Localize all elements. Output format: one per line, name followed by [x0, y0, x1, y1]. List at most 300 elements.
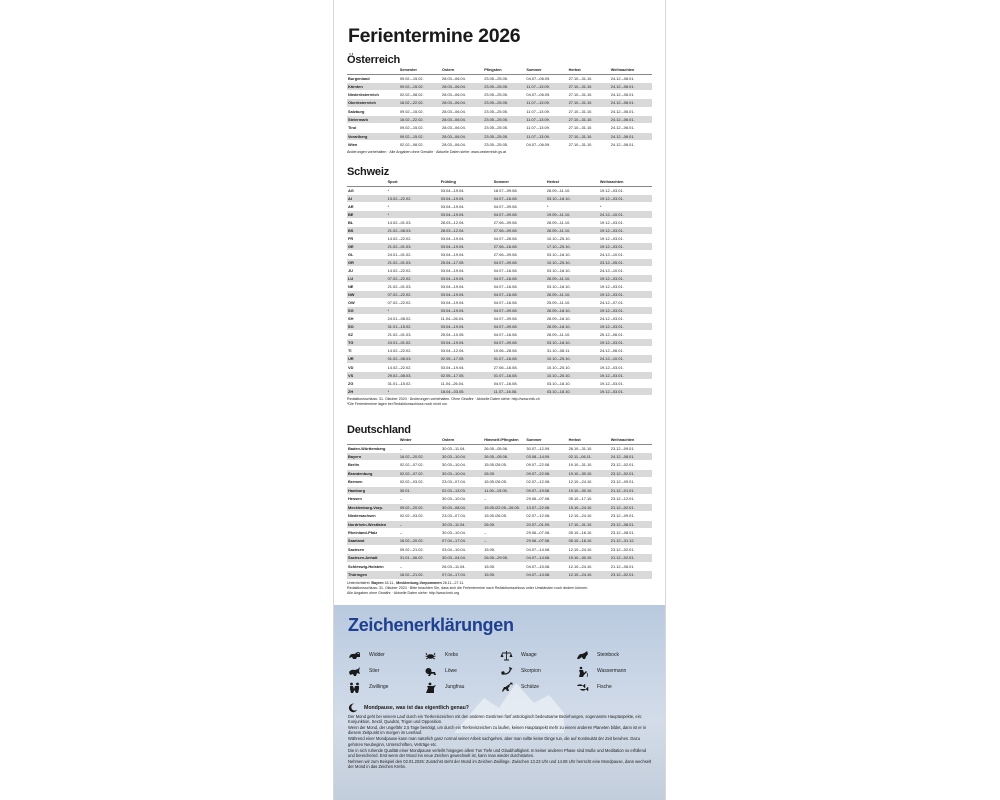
date-cell: 12.10.–24.10. [568, 512, 610, 520]
date-cell: 28.03.–06.04. [441, 99, 483, 107]
date-cell: 11.07.–13.09. [525, 107, 567, 115]
date-cell: 04.07.–16.08. [493, 331, 546, 339]
date-cell: 24.12.–06.01. [610, 132, 652, 140]
region-name: Bremen [347, 478, 399, 486]
table-row [347, 266, 652, 274]
zodiac-name: Steinbock [597, 652, 619, 658]
date-cell: 03.04.–19.04. [440, 250, 493, 258]
region-name: Bayern [347, 452, 399, 460]
date-cell: 28.03.–06.04. [441, 140, 483, 148]
table-row [347, 299, 652, 307]
page-title: Ferientermine 2026 [348, 25, 521, 47]
table-row [347, 461, 652, 469]
date-cell: 26.05.–29.05. [483, 554, 525, 562]
region-name: Schleswig-Holstein [347, 562, 399, 570]
region-name: Niederösterreich [347, 91, 399, 99]
date-cell: 04.07.–09.08. [493, 210, 546, 218]
moon-pause-paragraph: Der Mond geht bei seinem Lauf durch ein Tierkreiszeichen mit den anderen Gestirnen fünf astrologisch bedeutsame Beziehungen, sogenannte Hauptaspekte, ein: Konjunktion, Sextil, Quadrat, Trigon und Opposition. [348, 714, 643, 725]
date-cell: 19.10.–30.10. [568, 486, 610, 494]
date-cell: 23.03.–07.04. [441, 478, 483, 486]
date-cell: 30.03.–08.04. [441, 503, 483, 511]
date-cell: 04.07.–16.08. [493, 275, 546, 283]
date-cell: 28.03.–06.04. [441, 74, 483, 82]
date-cell: 07.04.–17.04. [441, 537, 483, 545]
date-cell: 03.04.–19.04. [440, 186, 493, 194]
date-cell: 30.03.–11.04. [441, 520, 483, 528]
date-cell: 12.10.–24.10. [568, 545, 610, 553]
region-name: Berlin [347, 461, 399, 469]
zodiac-item [576, 647, 652, 663]
date-cell: 15.10.–24.10. [568, 503, 610, 511]
date-cell: 28.03.–06.04. [441, 107, 483, 115]
date-cell: 05.10.–16.10. [568, 537, 610, 545]
region-name: Kärnten [347, 82, 399, 90]
date-cell: 15.05. [483, 571, 525, 579]
date-cell: 26.05. [483, 520, 525, 528]
region-name: ZG [347, 379, 387, 387]
region-name: LU [347, 275, 387, 283]
date-cell: 23.12.–09.01. [610, 478, 652, 486]
zodiac-name: Krebs [445, 652, 459, 658]
moon-pause-paragraph: Während einer Mondpause kann man natürlich ganz normal seiner Arbeit nachgehen, aber man sollte keine Dinge tun, die auf Kontinuität der Zeit beruhen. Dazu gehören Neubeginn, Unterschriften, Verträge etc. [348, 736, 640, 747]
date-cell: 19.12.–03.01. [599, 291, 652, 299]
date-cell: 03.10.–18.10. [546, 283, 599, 291]
date-cell: 11.07.–16.08. [493, 387, 546, 395]
region-name: FR [347, 234, 387, 242]
region-name: GE [347, 242, 387, 250]
region-name: Rheinland-Pfalz [347, 529, 399, 537]
austria-column-header: Ostern [441, 67, 483, 74]
germany-note-3: Alle Angaben ohne Gewähr · Aktuelle Daten siehe: http://www.kmk.org [347, 590, 460, 595]
austria-column-header: Herbst [568, 67, 610, 74]
date-cell: 23.03.–07.04. [441, 512, 483, 520]
date-cell: 04.07.–09.08. [493, 202, 546, 210]
date-cell: 27.10.–31.10. [568, 74, 610, 82]
germany-header-row [347, 437, 652, 444]
date-cell: 04.07.–09.08. [493, 339, 546, 347]
date-cell: 24.12.–06.01. [610, 82, 652, 90]
date-cell: 14.02.–22.02. [387, 266, 440, 274]
date-cell: 27.10.–31.10. [568, 140, 610, 148]
germany-note-2: Redaktionsschluss: 31. Oktober 2024 · Bitte beachten Sie, dass sich die Ferientermine nach Redaktionsschluss unter Umständen noch ändern können. [347, 585, 589, 590]
date-cell: 30.03.–10.04. [441, 495, 483, 503]
date-cell: 27.10.–31.10. [568, 91, 610, 99]
germany-column-header: Winter [399, 437, 441, 444]
date-cell: 05.10.–16.10. [568, 529, 610, 537]
date-cell: 23.12.–02.01. [610, 545, 652, 553]
table-row [347, 226, 652, 234]
austria-note: Änderungen vorbehalten · Alle Angaben ohne Gewähr · Aktuelle Daten siehe: www.oesterreich.gv.at [347, 150, 506, 155]
date-cell: * [546, 202, 599, 210]
date-cell: 21.02.–01.03. [387, 283, 440, 291]
region-name: AR [347, 202, 387, 210]
date-cell: 18.04.–03.05. [440, 387, 493, 395]
region-name: BL [347, 218, 387, 226]
zodiac-name: Zwillinge [369, 684, 389, 690]
date-cell: 09.02.–20.02. [399, 503, 441, 511]
date-cell: 02.03.–13.03. [441, 486, 483, 494]
date-cell: 03.04.–19.04. [440, 299, 493, 307]
date-cell: 19.12.–03.01. [599, 339, 652, 347]
date-cell: – [399, 520, 441, 528]
table-row [347, 250, 652, 258]
zodiac-name: Löwe [445, 668, 457, 674]
date-cell: 04.07.–16.08. [493, 299, 546, 307]
date-cell: 03.10.–18.10. [546, 379, 599, 387]
date-cell: 30.03.–04.04. [441, 554, 483, 562]
date-cell: 04.07.–06.09. [525, 91, 567, 99]
date-cell: 23.12.–06.01. [610, 520, 652, 528]
date-cell: 02.07.–12.08. [525, 478, 567, 486]
date-cell: 04.07.–09.08. [493, 307, 546, 315]
date-cell: 07.02.–22.02. [387, 291, 440, 299]
table-row [347, 275, 652, 283]
table-row [347, 91, 652, 99]
date-cell: 26.05.–05.06. [483, 452, 525, 460]
region-name: Wien [347, 140, 399, 148]
date-cell: 28.03.–06.04. [441, 115, 483, 123]
date-cell: 02.02.–07.02. [399, 461, 441, 469]
date-cell: 24.12.–03.01. [599, 315, 652, 323]
austria-column-header: Pfingsten [483, 67, 525, 74]
region-name: Sachsen-Anhalt [347, 554, 399, 562]
table-row [347, 218, 652, 226]
switzerland-title: Schweiz [347, 166, 390, 178]
date-cell: 26.09.–11.10. [546, 186, 599, 194]
region-name: Tirol [347, 124, 399, 132]
date-cell: 19.12.–03.01. [599, 387, 652, 395]
date-cell: * [387, 387, 440, 395]
date-cell: 02.02.–03.02. [399, 478, 441, 486]
region-name: GL [347, 250, 387, 258]
date-cell: 02.02.–03.02. [399, 512, 441, 520]
calendar-sheet [333, 0, 666, 800]
date-cell: 24.12.–06.01. [610, 115, 652, 123]
switzerland-table [347, 179, 652, 396]
date-cell: – [399, 562, 441, 570]
date-cell: 03.04.–19.04. [440, 323, 493, 331]
date-cell: 10.10.–25.10. [546, 363, 599, 371]
date-cell: 24.12.–06.01. [610, 99, 652, 107]
date-cell: 11.04.–26.04. [440, 379, 493, 387]
zodiac-name: Widder [369, 652, 385, 658]
date-cell: 24.12.–07.01. [599, 299, 652, 307]
date-cell: 27.10.–31.10. [568, 115, 610, 123]
table-row [347, 202, 652, 210]
date-cell: 26.09.–18.10. [546, 315, 599, 323]
date-cell: 03.08.–14.09. [525, 452, 567, 460]
date-cell: 03.04.–19.04. [440, 307, 493, 315]
date-cell: 10.06.–28.08. [493, 347, 546, 355]
switzerland-column-header: Frühling [440, 179, 493, 186]
date-cell: 24.12.–10.01. [599, 355, 652, 363]
zodiac-name: Stier [369, 668, 380, 674]
date-cell: 25.04.–10.05. [440, 331, 493, 339]
table-row [347, 283, 652, 291]
date-cell: 03.04.–19.04. [440, 194, 493, 202]
date-cell: 03.04.–19.04. [440, 202, 493, 210]
date-cell: 27.06.–16.08. [493, 363, 546, 371]
date-cell: * [387, 307, 440, 315]
table-row [347, 82, 652, 90]
zodiac-row [348, 663, 652, 679]
date-cell: 21.02.–01.03. [387, 331, 440, 339]
region-name: TI [347, 347, 387, 355]
date-cell: 26.09.–18.10. [546, 323, 599, 331]
region-name: VD [347, 363, 387, 371]
region-name: BS [347, 226, 387, 234]
switzerland-note-2: *Die Ferientermine lagen bei Redaktionsschluss noch nicht vor. [347, 401, 448, 406]
date-cell: 30.07.–12.09. [525, 444, 567, 452]
date-cell: 04.07.–06.09. [525, 140, 567, 148]
table-row [347, 339, 652, 347]
date-cell: 15.05./26.05. [483, 461, 525, 469]
austria-column-header [347, 67, 399, 74]
date-cell: 21.02.–01.03. [387, 258, 440, 266]
region-name: Salzburg [347, 107, 399, 115]
germany-note-1: Unterrichtsfrei: Bayern 18.11., Mecklenburg-Vorpommern 26.11.–27.11. [347, 580, 465, 585]
date-cell: 02.05.–17.05. [440, 371, 493, 379]
date-cell: 02.02.–08.02. [399, 91, 441, 99]
date-cell: 18.07.–09.08. [493, 186, 546, 194]
germany-column-header: Himmelf./Pfingsten [483, 437, 525, 444]
date-cell: 28.03.–06.04. [441, 82, 483, 90]
date-cell: 03.04.–19.04. [440, 234, 493, 242]
date-cell: 26.09.–18.10. [546, 307, 599, 315]
table-row [347, 331, 652, 339]
date-cell: 24.01.–01.02. [387, 250, 440, 258]
date-cell: 26.05.–05.06. [483, 444, 525, 452]
zodiac-item [424, 663, 500, 679]
date-cell: 30.03.–10.04. [441, 469, 483, 477]
zodiac-grid [348, 647, 652, 695]
date-cell: 25.04.–17.05. [440, 258, 493, 266]
table-row [347, 562, 652, 570]
date-cell: 01.07.–16.08. [493, 371, 546, 379]
date-cell: 28.03.–12.04. [440, 218, 493, 226]
moon-pause-block [348, 702, 652, 770]
fish-icon [576, 682, 589, 693]
date-cell: – [483, 529, 525, 537]
germany-column-header: Sommer [525, 437, 567, 444]
date-cell: 28.03.–06.04. [441, 91, 483, 99]
zodiac-item [348, 663, 424, 679]
table-row [347, 554, 652, 562]
legend-panel [334, 605, 665, 800]
region-name: Sachsen [347, 545, 399, 553]
twins-icon [348, 682, 361, 693]
date-cell: 16.02.–22.02. [399, 99, 441, 107]
date-cell: 25.12.–06.01. [599, 331, 652, 339]
date-cell: 29.02.–08.03. [387, 371, 440, 379]
zodiac-item [348, 679, 424, 695]
date-cell: 19.12.–03.01. [599, 371, 652, 379]
date-cell: 25.09.–11.10. [546, 299, 599, 307]
bull-icon [348, 666, 361, 677]
table-row [347, 478, 652, 486]
region-name: Hessen [347, 495, 399, 503]
region-name: Saarland [347, 537, 399, 545]
date-cell: – [399, 444, 441, 452]
table-row [347, 99, 652, 107]
switzerland-column-header: Sommer [493, 179, 546, 186]
date-cell: 30.03.–10.04. [441, 461, 483, 469]
table-row [347, 124, 652, 132]
region-name: Hamburg [347, 486, 399, 494]
table-row [347, 315, 652, 323]
date-cell: 21.12.–02.01. [610, 554, 652, 562]
date-cell: 01.02.–08.03. [387, 355, 440, 363]
table-row [347, 512, 652, 520]
table-row [347, 379, 652, 387]
table-row [347, 545, 652, 553]
date-cell: 19.10.–30.10. [568, 554, 610, 562]
table-row [347, 242, 652, 250]
date-cell: 26.09.–11.10. [546, 226, 599, 234]
region-name: ZH [347, 387, 387, 395]
date-cell: 23.12.–08.01. [610, 529, 652, 537]
date-cell: 07.02.–22.02. [387, 299, 440, 307]
date-cell: 19.12.–03.01. [599, 194, 652, 202]
date-cell: 09.07.–22.08. [525, 461, 567, 469]
moon-pause-icon [348, 703, 358, 713]
table-row [347, 503, 652, 511]
date-cell: 24.01.–01.02. [387, 339, 440, 347]
austria-header-row [347, 67, 652, 74]
date-cell: 19.12.–03.01. [599, 218, 652, 226]
table-row [347, 132, 652, 140]
zodiac-item [424, 679, 500, 695]
date-cell: 11.04.–26.04. [440, 315, 493, 323]
date-cell: 28.03.–12.04. [440, 226, 493, 234]
table-row [347, 140, 652, 148]
date-cell: 03.04.–19.04. [440, 283, 493, 291]
date-cell: 09.02.–15.02. [399, 74, 441, 82]
germany-column-header: Herbst [568, 437, 610, 444]
date-cell: 23.05.–25.05. [483, 91, 525, 99]
date-cell: 31.01.–06.02. [399, 554, 441, 562]
moon-pause-paragraph: Nehmen wir zum Beispiel den 02.01.2026: Zunächst steht der Mond im Zeichen Zwillinge. Zwischen 13.23 Uhr und 14.08 Uhr herrscht eine Mondpause, dann wechselt der Mond in das Zeichen Krebs. [348, 758, 652, 770]
date-cell: 04.07.–14.08. [525, 545, 567, 553]
date-cell: 11.07.–13.09. [525, 115, 567, 123]
zodiac-name: Jungfrau [445, 684, 465, 690]
date-cell: 27.10.–31.10. [568, 132, 610, 140]
date-cell: 03.04.–12.04. [440, 347, 493, 355]
region-name: SZ [347, 331, 387, 339]
date-cell: 31.10.–08.11. [546, 347, 599, 355]
date-cell: 03.10.–18.10. [546, 387, 599, 395]
date-cell: 16.02.–22.02. [399, 115, 441, 123]
date-cell: 09.02.–15.02. [399, 132, 441, 140]
region-name: Mecklenburg-Vorp. [347, 503, 399, 511]
date-cell: 19.12.–03.01. [599, 275, 652, 283]
date-cell: 02.07.–12.08. [525, 512, 567, 520]
date-cell: 27.10.–31.10. [568, 99, 610, 107]
germany-title: Deutschland [347, 424, 411, 436]
region-name: Niedersachsen [347, 512, 399, 520]
date-cell: 24.12.–06.01. [610, 107, 652, 115]
date-cell: 04.07.–16.08. [493, 291, 546, 299]
date-cell: 03.10.–18.10. [546, 339, 599, 347]
table-row [347, 234, 652, 242]
switzerland-note: Redaktionsschluss: 31. Oktober 2024 · Änderungen vorbehalten. Ohne Gewähr · Aktuelle Daten siehe: http://www.edk.ch [347, 396, 540, 401]
date-cell: 27.10.–31.10. [568, 124, 610, 132]
region-name: AG [347, 186, 387, 194]
date-cell: 26.09.–11.10. [546, 331, 599, 339]
date-cell: 28.03.–06.04. [441, 132, 483, 140]
table-row [347, 323, 652, 331]
date-cell: 24.12.–10.01. [599, 210, 652, 218]
archer-icon [500, 682, 513, 693]
date-cell: – [483, 495, 525, 503]
switzerland-column-header [347, 179, 387, 186]
table-row [347, 186, 652, 194]
region-name: Brandenburg [347, 469, 399, 477]
date-cell: 03.04.–19.04. [440, 291, 493, 299]
date-cell: 14.02.–22.02. [387, 234, 440, 242]
date-cell: 30.03.–11.04. [441, 444, 483, 452]
germany-section [347, 423, 652, 596]
date-cell: 20.07.–01.09. [525, 520, 567, 528]
legend-title: Zeichenerklärungen [348, 615, 514, 635]
date-cell: 19.12.–03.01. [599, 323, 652, 331]
table-row [347, 495, 652, 503]
germany-table [347, 437, 652, 580]
region-name: GR [347, 258, 387, 266]
austria-title: Österreich [347, 54, 401, 66]
date-cell: 02.05.–17.05. [440, 355, 493, 363]
date-cell: 26.03.–11.04. [441, 562, 483, 570]
date-cell: 23.05.–25.05. [483, 74, 525, 82]
date-cell: 14.02.–22.02. [387, 363, 440, 371]
region-name: NW [347, 291, 387, 299]
table-row [347, 107, 652, 115]
table-row [347, 347, 652, 355]
zodiac-name: Schütze [521, 684, 540, 690]
date-cell: 30.01. [399, 486, 441, 494]
moon-pause-text [348, 714, 652, 769]
date-cell: 28.03.–06.04. [441, 124, 483, 132]
date-cell: 14.02.–01.03. [387, 218, 440, 226]
region-name: Thüringen [347, 571, 399, 579]
date-cell: 10.10.–25.10. [546, 258, 599, 266]
ram-icon [348, 650, 361, 661]
date-cell: 24.12.–10.01. [599, 266, 652, 274]
date-cell: 17.10.–25.10. [546, 242, 599, 250]
zodiac-name: Skorpion [521, 668, 541, 674]
region-name: SH [347, 315, 387, 323]
table-row [347, 363, 652, 371]
date-cell: 24.12.–06.01. [610, 124, 652, 132]
scorpion-icon [500, 666, 513, 677]
table-row [347, 194, 652, 202]
zodiac-name: Waage [521, 652, 537, 658]
date-cell: 19.09.–11.10. [546, 210, 599, 218]
date-cell: – [483, 537, 525, 545]
date-cell: 19.10.–31.10. [568, 461, 610, 469]
date-cell: 27.10.–31.10. [568, 82, 610, 90]
table-row [347, 571, 652, 579]
date-cell: 26.10.–31.10. [568, 444, 610, 452]
table-row [347, 469, 652, 477]
zodiac-item [500, 663, 576, 679]
date-cell: 10.10.–25.10. [546, 355, 599, 363]
date-cell: 03.04.–19.04. [440, 363, 493, 371]
moon-pause-heading [348, 702, 652, 714]
date-cell: 04.07.–09.08. [493, 258, 546, 266]
date-cell: 23.12.–02.01. [610, 469, 652, 477]
date-cell: 04.07.–14.08. [525, 571, 567, 579]
